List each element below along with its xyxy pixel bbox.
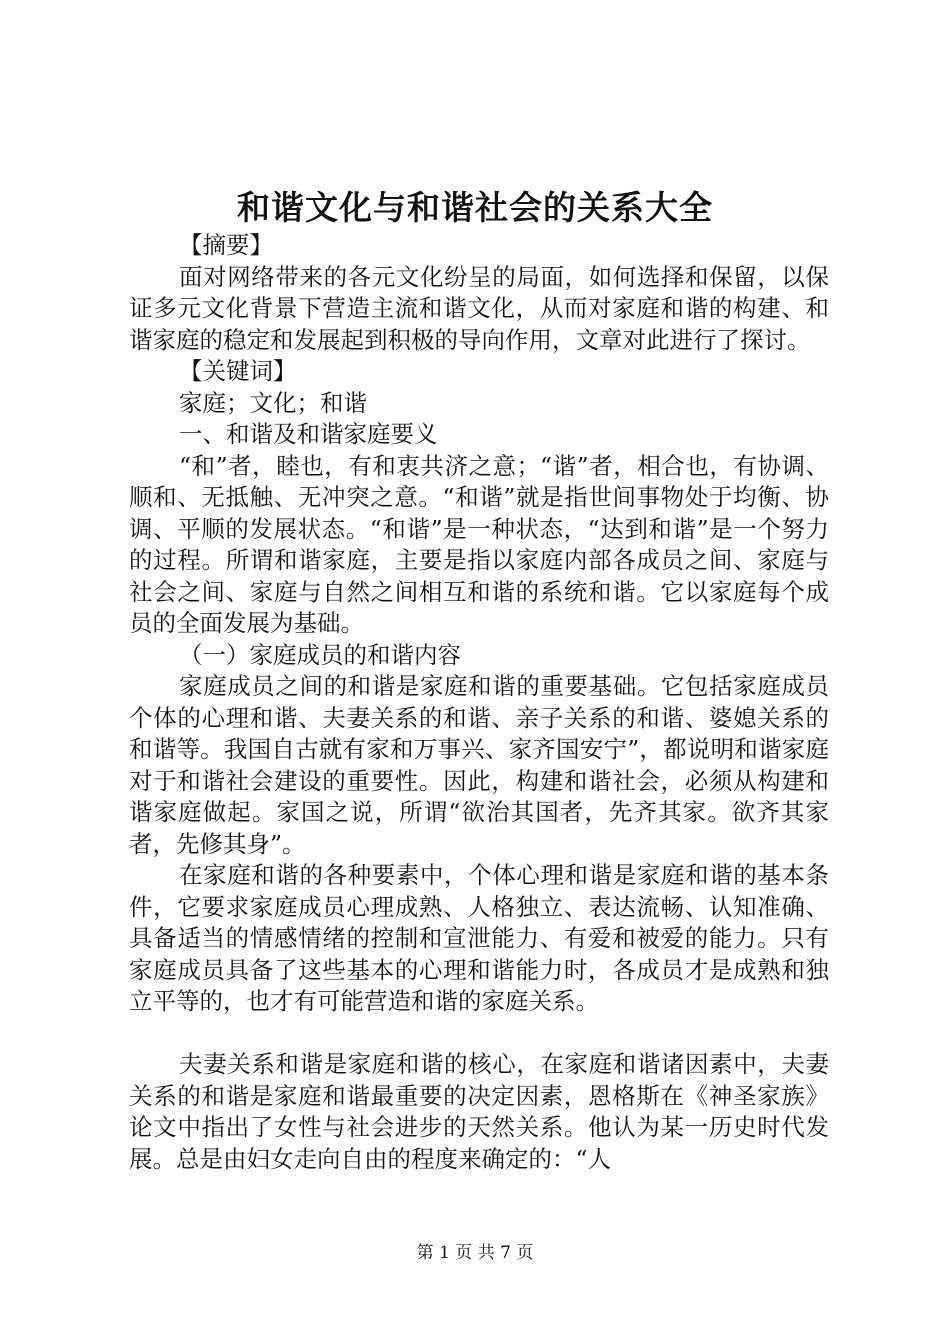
page-footer: 第 1 页 共 7 页 [416, 1243, 534, 1263]
document-body [129, 230, 829, 1175]
subsection-paragraph-family-members: 家庭成员之间的和谐是家庭和谐的重要基础。它包括家庭成员个体的心理和谐、夫妻关系的和谐、亲子关系的和谐、婆媳关系的和谐等。我国自古就有家和万事兴、家齐国安宁”，都说明和谐家庭对于和谐社会建设的重要性。因此，构建和谐社会，必须从构建和谐家庭做起。家国之说，所谓“欲治其国者，先齐其家。欲齐其家者，先修其身”。 [129, 672, 829, 858]
abstract-paragraph: 面对网络带来的各元文化纷呈的局面，如何选择和保留，以保证多元文化背景下营造主流和谐文化，从而对家庭和谐的构建、和谐家庭的稳定和发展起到积极的导向作用，文章对此进行了探讨。 [129, 262, 829, 354]
paragraph-spacer [129, 1018, 829, 1050]
abstract-heading: 【摘要】 [179, 231, 273, 259]
subsection-heading: （一）家庭成员的和谐内容 [179, 640, 461, 669]
section-paragraph: “和”者，睦也，有和衷共济之意；“谐”者，相合也，有协调、顺和、无抵触、无冲突之意。“和谐”就是指世间事物处于均衡、协调、平顺的发展状态。“和谐”是一种状态，“达到和谐”是一个努力的过程。所谓和谐家庭，主要是指以家庭内部各成员之间、家庭与社会之间、家庭与自然之间相互和谐的系统和谐。它以家庭每个成员的全面发展为基础。 [129, 451, 829, 637]
page-title: 和谐文化与和谐社会的关系大全 [237, 188, 713, 227]
subsection-paragraph-individual-psychology: 在家庭和谐的各种要素中，个体心理和谐是家庭和谐的基本条件，它要求家庭成员心理成熟、人格独立、表达流畅、认知准确、具备适当的情感情绪的控制和宣泄能力、有爱和被爱的能力。只有家庭成员具备了这些基本的心理和谐能力时，各成员才是成熟和独立平等的，也才有可能营造和谐的家庭关系。 [129, 861, 829, 1015]
keywords-heading: 【关键词】 [179, 357, 297, 385]
subsection-paragraph-marital-relations: 夫妻关系和谐是家庭和谐的核心，在家庭和谐诸因素中，夫妻关系的和谐是家庭和谐最重要的决定因素，恩格斯在《神圣家族》论文中指出了女性与社会进步的天然关系。他认为某一历史时代发展。总是由妇女走向自由的程度来确定的：“人 [129, 1050, 829, 1173]
keywords-paragraph: 家庭；文化；和谐 [179, 388, 367, 417]
section-heading: 一、和谐及和谐家庭要义 [179, 420, 438, 448]
